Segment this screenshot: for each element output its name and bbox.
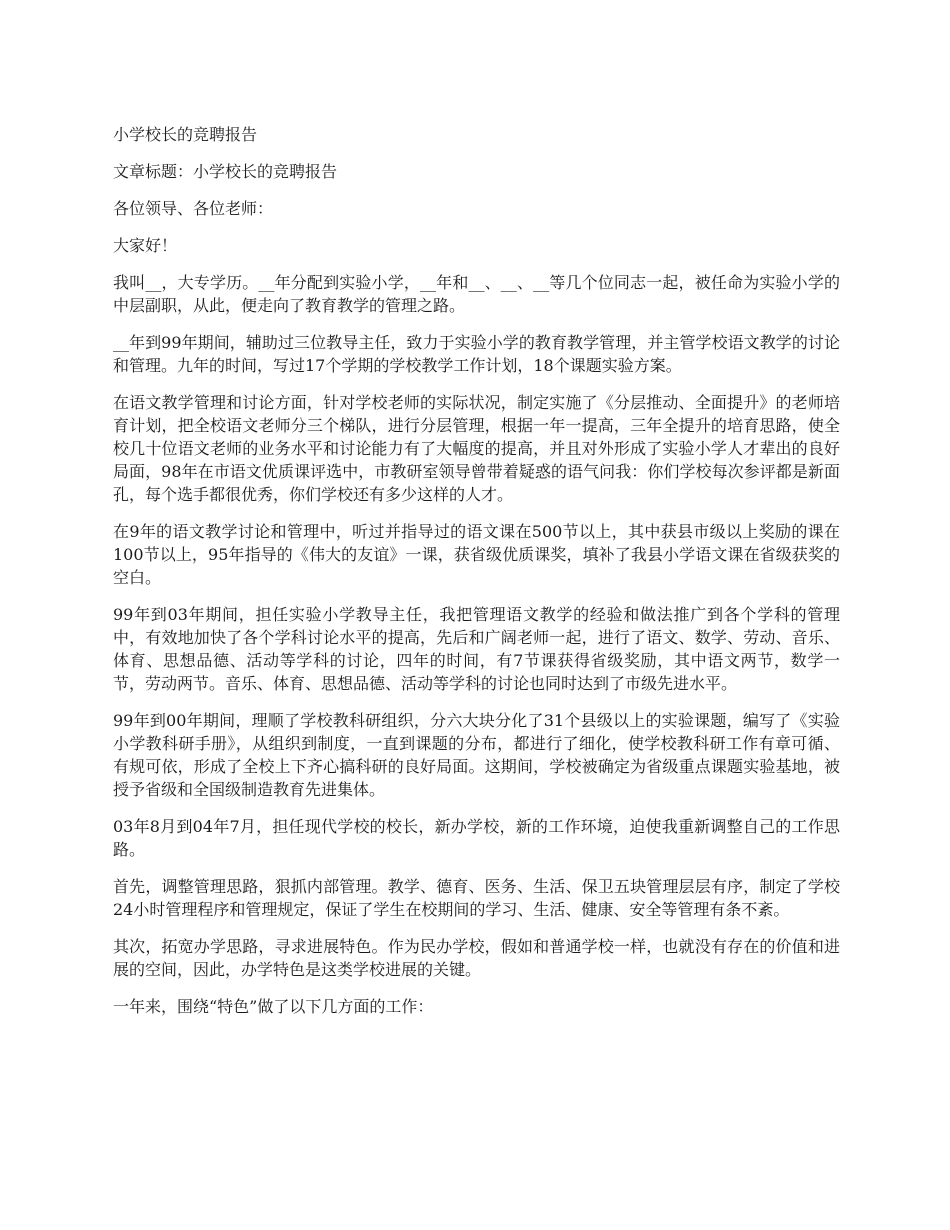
- paragraph-chinese-teaching: 在语文教学管理和讨论方面，针对学校老师的实际状况，制定实施了《分层推动、全面提升》的老师培育计划，把全校语文老师分三个梯队，进行分层管理，根据一年一提高，三年全提升的培育思路，使全校几十位语文老师的业务水平和讨论能力有了大幅度的提高，并且对外形成了实验小学人才辈出的良好局面，98年在市语文优质课评选中，市教研室领导曾带着疑惑的语气问我：你们学校每次参评都是新面孔，每个选手都很优秀，你们学校还有多少这样的人才。: [113, 393, 840, 504]
- paragraph-research: 99年到00年期间，理顺了学校教科研组织，分六大块分化了31个县级以上的实验课题，编写了《实验小学教科研手册》，从组织到制度，一直到课题的分布，都进行了细化，使学校教科研工作有章可循、有规可依，形成了全校上下齐心搞科研的良好局面。这期间，学校被确定为省级重点课题实验基地，被授予省级和全国级制造教育先进集体。: [113, 711, 840, 799]
- paragraph-principal: 03年8月到04年7月，担任现代学校的校长，新办学校，新的工作环境，迫使我重新调整自己的工作思路。: [113, 817, 840, 859]
- document-title: 小学校长的竞聘报告: [113, 125, 258, 144]
- greeting: 大家好！: [113, 236, 178, 255]
- paragraph-second: 其次，拓宽办学思路，寻求进展特色。作为民办学校，假如和普通学校一样，也就没有存在的价值和进展的空间，因此，办学特色是这类学校进展的关键。: [113, 937, 840, 979]
- document-page: [113, 123, 840, 1032]
- paragraph-experience: __年到99年期间，辅助过三位教导主任，致力于实验小学的教育教学管理，并主管学校语文教学的讨论和管理。九年的时间，写过17个学期的学校教学工作计划，18个课题实验方案。: [113, 333, 840, 375]
- paragraph-work-intro: 一年来，围绕“特色”做了以下几方面的工作：: [113, 997, 434, 1016]
- paragraph-first: 首先，调整管理思路，狠抓内部管理。教学、德育、医务、生活、保卫五块管理层层有序，制定了学校24小时管理程序和管理规定，保证了学生在校期间的学习、生活、健康、安全等管理有条不紊。: [113, 877, 840, 919]
- article-title-line: 文章标题：小学校长的竞聘报告: [113, 162, 338, 181]
- paragraph-director: 99年到03年期间，担任实验小学教导主任，我把管理语文教学的经验和做法推广到各个学科的管理中，有效地加快了各个学科讨论水平的提高，先后和广阔老师一起，进行了语文、数学、劳动、音乐、体育、思想品德、活动等学科的讨论，四年的时间，有7节课获得省级奖励，其中语文两节，数学一节，劳动两节。音乐、体育、思想品德、活动等学科的讨论也同时达到了市级先进水平。: [113, 605, 840, 693]
- paragraph-intro: 我叫__，大专学历。__年分配到实验小学，__年和__、__、__等几个位同志一起，被任命为实验小学的中层副职，从此，便走向了教育教学的管理之路。: [113, 273, 840, 315]
- paragraph-nine-years: 在9年的语文教学讨论和管理中，听过并指导过的语文课在500节以上，其中获县市级以上奖励的课在100节以上，95年指导的《伟大的友谊》一课，获省级优质课奖，填补了我县小学语文课在省级获奖的空白。: [113, 522, 840, 587]
- salutation: 各位领导、各位老师：: [113, 199, 274, 218]
